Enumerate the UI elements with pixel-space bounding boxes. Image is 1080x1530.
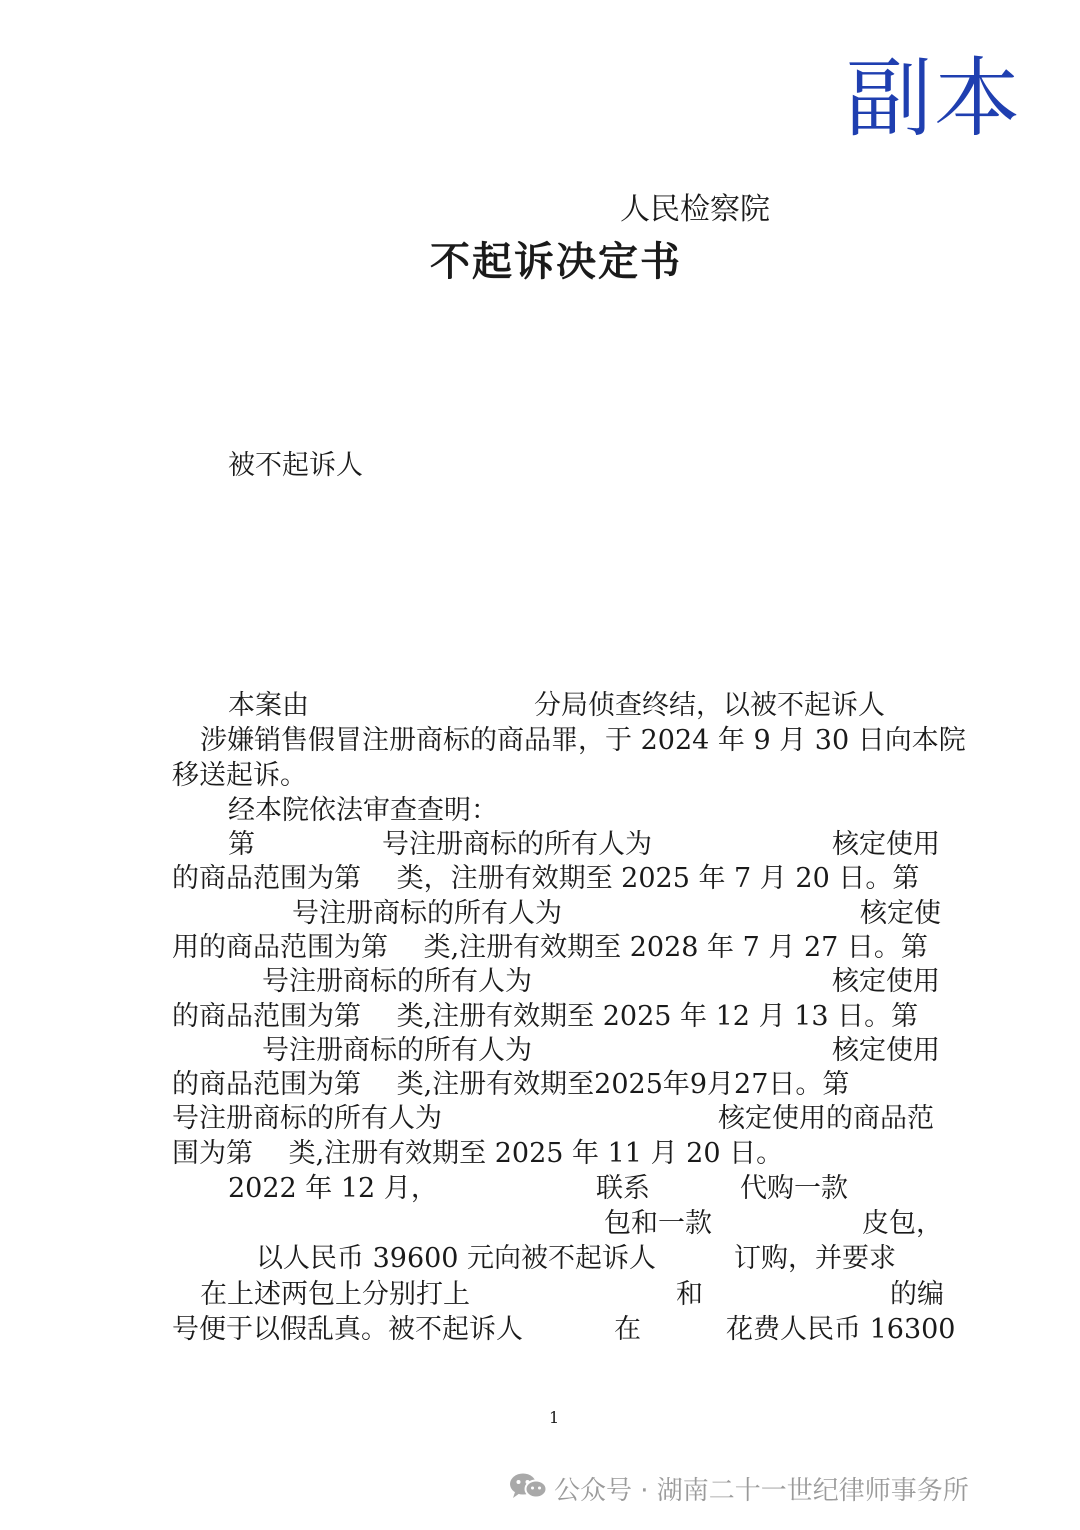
text-line: 经本院依法审查查明：: [228, 795, 498, 826]
copy-stamp: 副本: [846, 49, 1022, 149]
text-line: 号便于以假乱真。被不起诉人: [172, 1314, 523, 1345]
text-line: 第: [228, 829, 255, 860]
text-line: 在: [614, 1314, 641, 1345]
text-line: 核定使用的商品范: [718, 1103, 934, 1134]
procuratorate-name: 人民检察院: [620, 192, 770, 227]
text-line: 号注册商标的所有人为: [262, 1035, 532, 1066]
text-line: 2022 年 12 月，: [228, 1173, 438, 1204]
text-line: 号注册商标的所有人为: [172, 1103, 442, 1134]
text-line: 号注册商标的所有人为: [292, 898, 562, 929]
text-line: 皮包，: [862, 1208, 943, 1239]
text-line: 分局侦查终结，以被不起诉人: [534, 690, 885, 721]
text-line: 核定使用: [832, 829, 940, 860]
text-line: 核定使: [860, 898, 941, 929]
text-line: 代购一款: [740, 1173, 848, 1204]
text-line: 号注册商标的所有人为: [262, 966, 532, 997]
document-title: 不起诉决定书: [430, 239, 682, 285]
text-line: 用的商品范围为第 类,注册有效期至 2028 年 7 月 27 日。第: [172, 932, 928, 963]
page-number: 1: [549, 1408, 560, 1427]
text-line: 本案由: [228, 690, 309, 721]
text-line: 的编: [890, 1279, 944, 1310]
text-line: 联系: [596, 1173, 650, 1204]
text-line: 围为第 类,注册有效期至 2025 年 11 月 20 日。: [172, 1138, 784, 1169]
wechat-icon: [508, 1472, 548, 1500]
text-line: 包和一款: [604, 1208, 712, 1239]
text-line: 的商品范围为第 类,注册有效期至2025年9月27日。第: [172, 1069, 850, 1100]
text-line: 移送起诉。: [172, 760, 307, 791]
footer-text: 公众号 · 湖南二十一世纪律师事务所: [554, 1476, 969, 1506]
text-line: 涉嫌销售假冒注册商标的商品罪，于 2024 年 9 月 30 日向本院: [200, 725, 966, 756]
text-line: 在上述两包上分别打上: [200, 1279, 470, 1310]
text-line: 以人民币 39600 元向被不起诉人: [256, 1243, 657, 1274]
text-line: 核定使用: [832, 966, 940, 997]
text-line: 号注册商标的所有人为: [382, 829, 652, 860]
text-line: 核定使用: [832, 1035, 940, 1066]
text-line: 和: [676, 1279, 703, 1310]
text-line: 订购，并要求: [734, 1243, 896, 1274]
text-line: 的商品范围为第 类，注册有效期至 2025 年 7 月 20 日。第: [172, 863, 920, 894]
text-line: 的商品范围为第 类,注册有效期至 2025 年 12 月 13 日。第: [172, 1001, 919, 1032]
respondent-label: 被不起诉人: [228, 450, 363, 481]
text-line: 花费人民币 16300: [726, 1314, 956, 1345]
